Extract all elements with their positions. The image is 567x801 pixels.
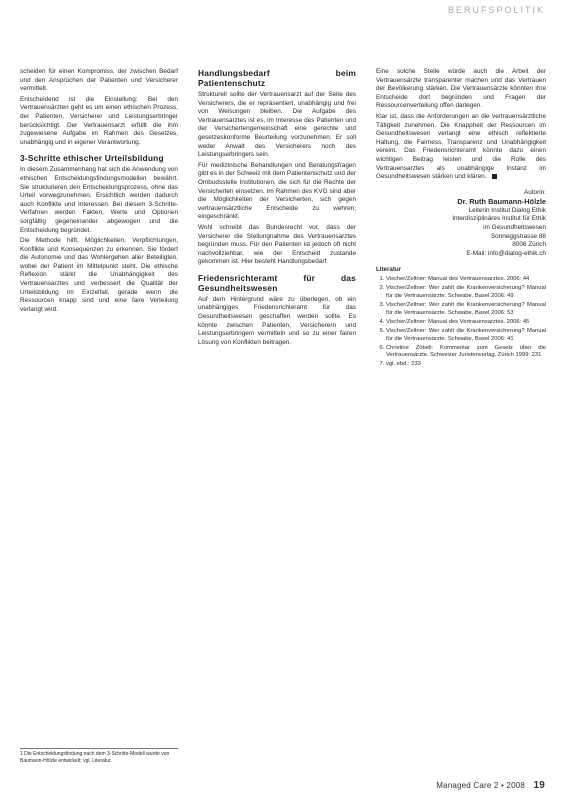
header-bar — [0, 0, 567, 14]
paragraph: Die Methode hilft, Möglichkeiten, Verpflichtungen, Konflikte und Konsequenzen zu erkennen. Sie fördert die Autonomie und das Wohlergehen aller Beteiligten, wobei der Patient im Mittelpunkt steht. Die ethische Reflexion stärkt die Unabhängigkeit des Vertrauensarztes und verbessert die Qualität der Urteilsbildung im Einzelfall, gerade wenn die Ressourcen knapp sind und eine faire Verteilung verlangt wird. — [20, 237, 178, 313]
paragraph-text: Klar ist, dass die Anforderungen an die vertrauensärztliche Tätigkeit zunehmen. Die Knappheit der Ressourcen im Gesundheitswesen verlangt eine ethisch reflektierte Haltung, die Fairness, Transparenz und Unabhängigkeit vereint. Das Friedensrichteramt könnte dazu einen wichtigen Beitrag leisten und die Rolle des Vertrauensarztes als unabhängige Instanz im Gesundheitswesen stärken und klären. — [376, 112, 546, 181]
section-heading: Handlungsbedarf beim Patientenschutz — [198, 68, 356, 88]
literature-item: 7. vgl. ebd.: 233 — [386, 361, 546, 369]
section-tag: BERUFSPOLITIK — [447, 5, 545, 15]
page-footer — [436, 780, 545, 791]
paragraph: Auf dem Hintergrund wäre zu überlegen, ob ein unabhängiges Friedensrichteramt für das Gesundheitswesen geschaffen werden sollte. Es könnte zwischen Patienten, Versicherern und Leistungserbringern vermitteln und so zu einer fairen Lösung von Konflikten beitragen. — [198, 295, 356, 346]
literature-item: 4. Vischer/Zeltner: Manual des Vertrauensarztes. 2006: 45 — [386, 319, 546, 327]
paragraph — [376, 113, 546, 182]
literature-title: Literatur — [376, 266, 402, 274]
paragraph: Entscheidend ist die Einstellung: Bei den Vertrauensärzten geht es um einen ethischen Prozess, der Patienten, Versicherer und Leistungserbringer berücksichtigt. Der Vertrauensarzt erfüllt die ihm zugewiesene Aufgabe im Rahmen des Gesetzes, unabhängig und in eigener Verantwortung. — [20, 95, 178, 146]
column-3 — [376, 68, 546, 370]
paragraph: In diesem Zusammenhang hat sich die Anwendung von ethischen Entscheidungsfindungsmodellen bewährt. Sie strukturieren den Entscheidungsprozess, ohne das Urteil vorwegzunehmen. Ersichtlich werden dadurch auch Konflikte und Interessen. Bei diesem 3-Schritte-Verfahren werden Fakten, Werte und Optionen sorgfältig gegeneinander abgewogen und die Entscheidung begründet. — [20, 166, 178, 234]
end-of-article-icon — [492, 174, 497, 179]
author-line: Leiterin Institut Dialog Ethik — [468, 206, 546, 214]
literature-item: 3. Vischer/Zeltner: Wer zahlt die Krankenversicherung? Manual für die Vertrauensärzte. Schwabe, Basel 2006: 53 — [386, 302, 546, 318]
journal-name: Managed Care 2 • 2008 — [436, 781, 526, 790]
column-1 — [20, 68, 178, 316]
literature-item: 2. Vischer/Zeltner: Wer zahlt die Krankenversicherung? Manual für die Vertrauensärzte. Schwabe, Basel 2006: 49 — [386, 285, 546, 301]
paragraph: Wohl schreibt das Bundesrecht vor, dass der Versicherer die Stellungnahme des Vertrauensarztes begründen muss. Für den Patienten ist jedoch oft nicht nachvollziehbar, wie der Entscheid zustande gekommen ist. Hier besteht Handlungsbedarf. — [198, 223, 356, 266]
paragraph: Für medizinische Behandlungen und Beratungsfragen gibt es in der Schweiz mit dem Patientenschutz und der Ombudsstelle Institutionen, die sich für die Rechte der Versicherten einsetzen. Im Rahmen des KVG sind aber die Möglichkeiten der Versicherten, sich gegen vertrauensärztliche Entscheide zu wehren, eingeschränkt. — [198, 161, 356, 221]
column-2 — [198, 68, 356, 349]
page-number: 19 — [533, 780, 545, 791]
author-email[interactable]: E-Mail: info@dialog-ethik.ch — [466, 249, 546, 257]
author-block — [376, 189, 546, 259]
paragraph: Eine solche Stelle würde auch die Arbeit der Vertrauensärzte transparenter machen und das Vertrauen der Bevölkerung stärken. Die Vertrauensärzte könnten ihre Entscheide dort begründen und Fragen der Ressourcenverteilung offen darlegen. — [376, 68, 546, 110]
literature-item: 5. Vischer/Zeltner: Wer zahlt die Krankenversicherung? Manual für die Vertrauensärzte. Schwabe, Basel 2006: 41 — [386, 328, 546, 344]
footnote: 1 Die Entscheidungsfindung nach dem 3-Schritte-Modell wurde von Baumann-Hölzle entwickelt; vgl. Literatur. — [20, 748, 178, 765]
literature-item: 1. Vischer/Zeltner: Manual des Vertrauensarztes. 2006: 44 — [386, 276, 546, 284]
section-heading: Friedensrichteramt für das Gesundheitswesen — [198, 272, 356, 293]
author-label: Autorin: — [523, 188, 546, 196]
author-name: Dr. Ruth Baumann-Hölzle — [457, 197, 546, 207]
author-line: Sonneggstrasse 88 — [490, 232, 546, 240]
author-line: im Gesundheitswesen — [483, 224, 546, 231]
section-heading: 3-Schritte ethischer Urteilsbildung — [20, 153, 164, 164]
literature-list — [376, 266, 546, 369]
paragraph: scheiden für einen Kompromiss, der zwischen Bedarf und den Ansprüchen der Patienten und Versicherer vermittelt. — [20, 68, 178, 93]
literature-item: 6. Christine Zöbeli: Kommentar zum Gesetz über die Vertrauensärzte. Schweizer Juristenverlag, Zürich 1999: 231 — [386, 345, 546, 361]
paragraph: Strukturell sollte der Vertrauensarzt auf der Seite des Versicherers, die er repräsentiert, unabhängig und frei von Weisungen bleiben. Die Aufgabe des Vertrauensarztes ist es, im Interesse des Patienten und der Versichertengemeinschaft eine gerechte und gesetzeskonforme Beurteilung vorzunehmen. Er soll weder Anwalt des Versicherers noch des Leistungserbringers sein. — [198, 91, 356, 159]
author-line: 8006 Zürich — [512, 241, 546, 249]
author-line: Interdisziplinäres Institut für Ethik — [452, 215, 546, 223]
